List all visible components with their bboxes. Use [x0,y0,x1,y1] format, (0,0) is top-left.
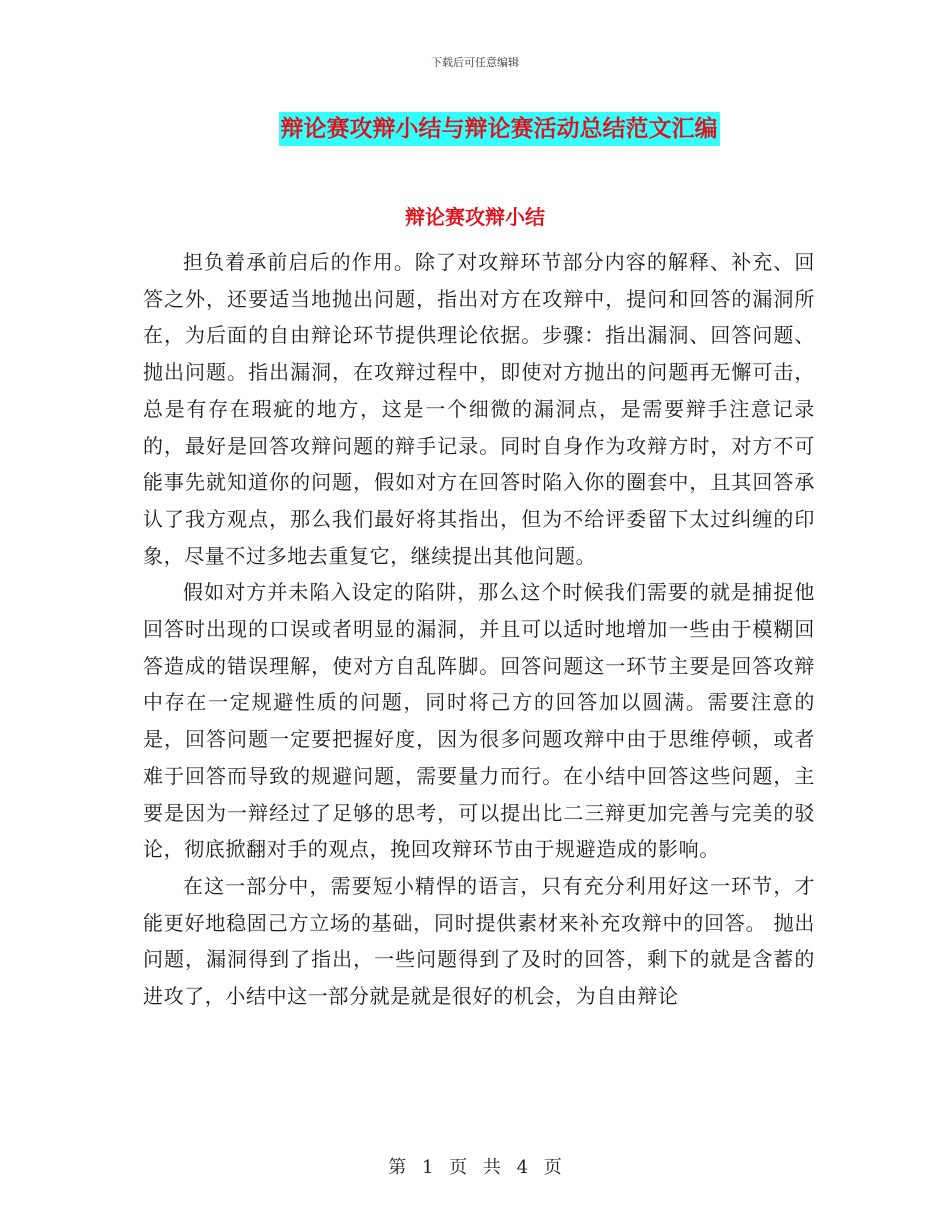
document-title: 辩论赛攻辩小结与辩论赛活动总结范文汇编 [279,112,720,146]
page-header-note: 下载后可任意编辑 [431,56,519,69]
page-footer: 第 1 页 共 4 页 [388,1157,562,1178]
paragraph-1: 担负着承前启后的作用。除了对攻辩环节部分内容的解释、补充、回答之外，还要适当地抛出问题，指出对方在攻辩中，提问和回答的漏洞所在，为后面的自由辩论环节提供理论依据。步骤：指出漏洞、回答问题、抛出问题。指出漏洞，在攻辩过程中，即使对方抛出的问题再无懈可击，总是有存在瑕疵的地方，这是一个细微的漏洞点，是需要辩手注意记录的，最好是回答攻辩问题的辩手记录。同时自身作为攻辩方时，对方不可能事先就知道你的问题，假如对方在回答时陷入你的圈套中，且其回答承认了我方观点，那么我们最好将其指出，但为不给评委留下太过纠缠的印象，尽量不过多地去重复它，继续提出其他问题。 [143,250,815,568]
section-title: 辩论赛攻辩小结 [405,205,545,229]
body-text [143,244,815,1015]
paragraph-3: 在这一部分中，需要短小精悍的语言，只有充分利用好这一环节，才能更好地稳固己方立场的基础，同时提供素材来补充攻辩中的回答。 抛出问题，漏洞得到了指出，一些问题得到了及时的回答，剩下的就是含蓄的进攻了，小结中这一部分就是就是很好的机会，为自由辩论 [143,873,815,1009]
paragraph-2: 假如对方并未陷入设定的陷阱，那么这个时候我们需要的就是捕捉他回答时出现的口误或者明显的漏洞，并且可以适时地增加一些由于模糊回答造成的错误理解，使对方自乱阵脚。回答问题这一环节主要是回答攻辩中存在一定规避性质的问题，同时将己方的回答加以圆满。需要注意的是，回答问题一定要把握好度，因为很多问题攻辩中由于思维停顿，或者难于回答而导致的规避问题，需要量力而行。在小结中回答这些问题，主要是因为一辩经过了足够的思考，可以提出比二三辩更加完善与完美的驳论，彻底掀翻对手的观点，挽回攻辩环节由于规避造成的影响。 [143,580,815,862]
document-title-container [0,112,950,146]
